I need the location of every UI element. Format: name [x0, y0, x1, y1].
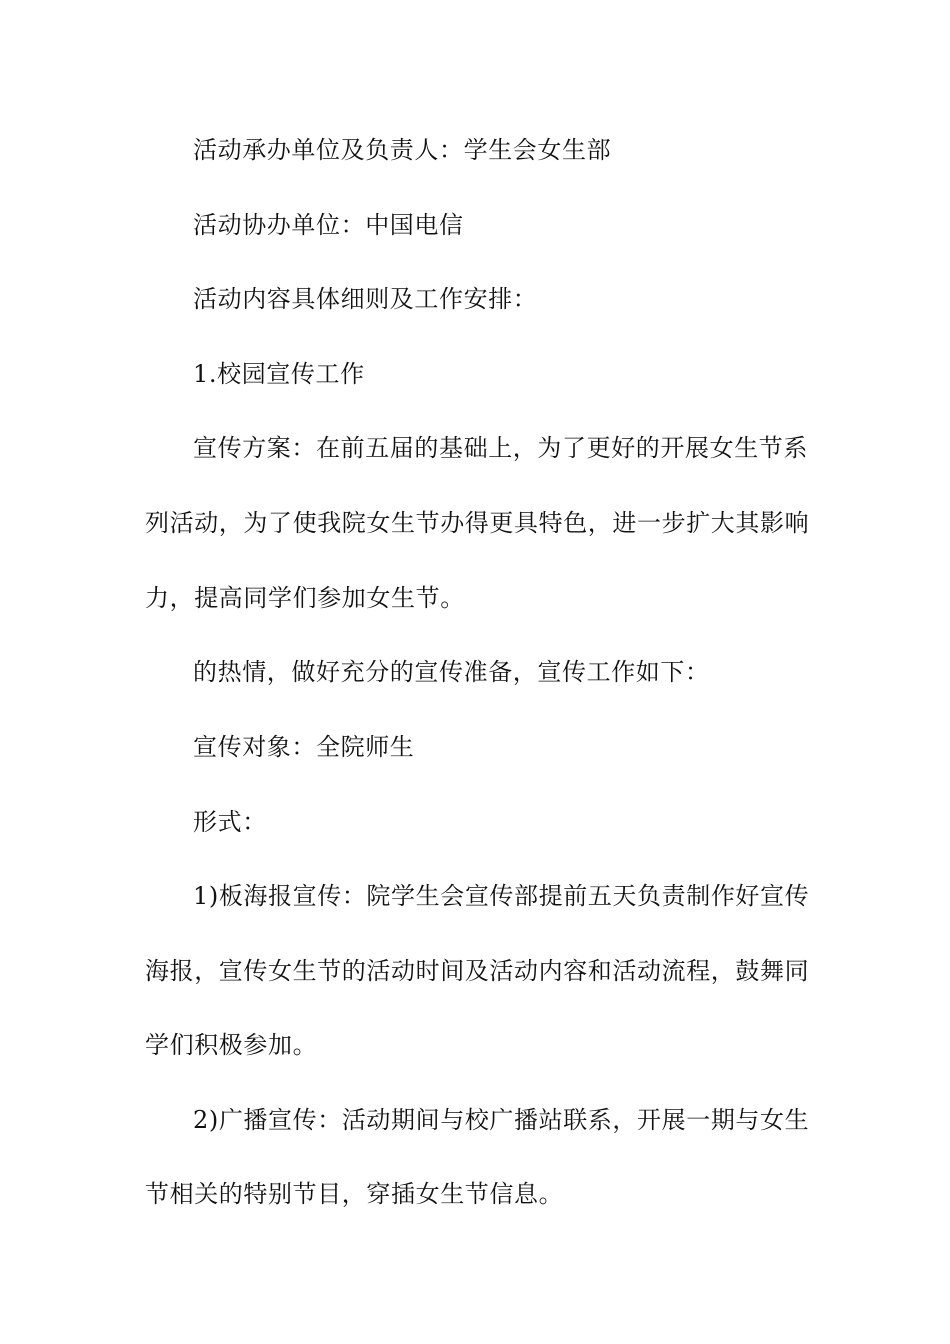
details-heading: 活动内容具体细则及工作安排： — [193, 285, 538, 313]
target-audience-line: 宣传对象：全院师生 — [193, 733, 415, 761]
paragraph-line: 的热情，做好充分的宣传准备，宣传工作如下： — [193, 658, 710, 686]
paragraph-line: 海报，宣传女生节的活动时间及活动内容和活动流程，鼓舞同 — [145, 957, 810, 985]
paragraph-line: 列活动，为了使我院女生节办得更具特色，进一步扩大其影响 — [145, 509, 810, 537]
paragraph-line: 力，提高同学们参加女生节。 — [145, 584, 465, 612]
organizer-line: 活动承办单位及负责人：学生会女生部 — [193, 136, 612, 164]
list-item-broadcast: 2)广播宣传：活动期间与校广播站联系，开展一期与女生 — [193, 1106, 810, 1134]
paragraph-line: 宣传方案：在前五届的基础上，为了更好的开展女生节系 — [193, 434, 808, 462]
paragraph-line: 学们积极参加。 — [145, 1031, 318, 1059]
list-item-poster: 1)板海报宣传：院学生会宣传部提前五天负责制作好宣传 — [193, 882, 810, 910]
format-label: 形式： — [193, 808, 267, 836]
paragraph-line: 节相关的特别节目，穿插女生节信息。 — [145, 1180, 564, 1208]
co-organizer-line: 活动协办单位：中国电信 — [193, 211, 464, 239]
section-heading-campus-promotion: 1.校园宣传工作 — [193, 360, 365, 388]
